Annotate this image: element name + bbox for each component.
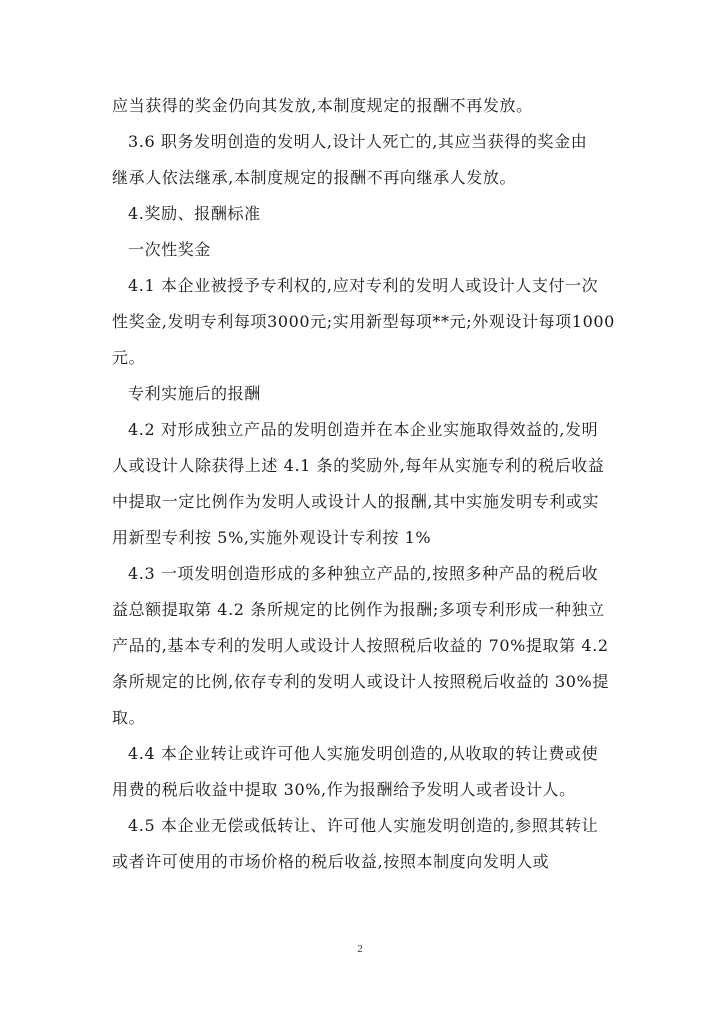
- text-line: 3.6 职务发明创造的发明人,设计人死亡的,其应当获得的奖金由: [128, 132, 588, 151]
- section-heading: 4.奖励、报酬标准: [128, 204, 261, 223]
- text-line: 用新型专利按 5%,实施外观设计专利按 1%: [112, 528, 432, 547]
- text-line: 应当获得的奖金仍向其发放,本制度规定的报酬不再发放。: [112, 96, 533, 115]
- text-line: 或者许可使用的市场价格的税后收益,按照本制度向发明人或: [112, 852, 550, 871]
- subsection-heading: 一次性奖金: [128, 240, 212, 259]
- subsection-heading: 专利实施后的报酬: [128, 384, 261, 403]
- text-line: 中提取一定比例作为发明人或设计人的报酬,其中实施发明专利或实: [112, 492, 600, 511]
- page-number: 2: [357, 943, 363, 955]
- text-line: 元。: [112, 348, 146, 367]
- text-line: 4.5 本企业无偿或低转让、许可他人实施发明创造的,参照其转让: [128, 816, 599, 835]
- text-line: 益总额提取第 4.2 条所规定的比例作为报酬;多项专利形成一种独立: [112, 600, 605, 619]
- text-line: 人或设计人除获得上述 4.1 条的奖励外,每年从实施专利的税后收益: [112, 456, 605, 475]
- text-line: 条所规定的比例,依存专利的发明人或设计人按照税后收益的 30%提: [112, 672, 609, 691]
- text-line: 产品的,基本专利的发明人或设计人按照税后收益的 70%提取第 4.2: [112, 636, 609, 655]
- document-body: [112, 88, 620, 880]
- text-line: 4.1 本企业被授予专利权的,应对专利的发明人或设计人支付一次: [128, 276, 599, 295]
- text-line: 性奖金,发明专利每项3000元;实用新型每项**元;外观设计每项1000: [112, 312, 615, 331]
- text-line: 继承人依法继承,本制度规定的报酬不再向继承人发放。: [112, 168, 517, 187]
- text-line: 用费的税后收益中提取 30%,作为报酬给予发明人或者设计人。: [112, 780, 576, 799]
- text-line: 取。: [112, 708, 146, 727]
- text-line: 4.3 一项发明创造形成的多种独立产品的,按照多种产品的税后收: [128, 564, 599, 583]
- text-line: 4.4 本企业转让或许可他人实施发明创造的,从收取的转让费或使: [128, 744, 599, 763]
- text-line: 4.2 对形成独立产品的发明创造并在本企业实施取得效益的,发明: [128, 420, 599, 439]
